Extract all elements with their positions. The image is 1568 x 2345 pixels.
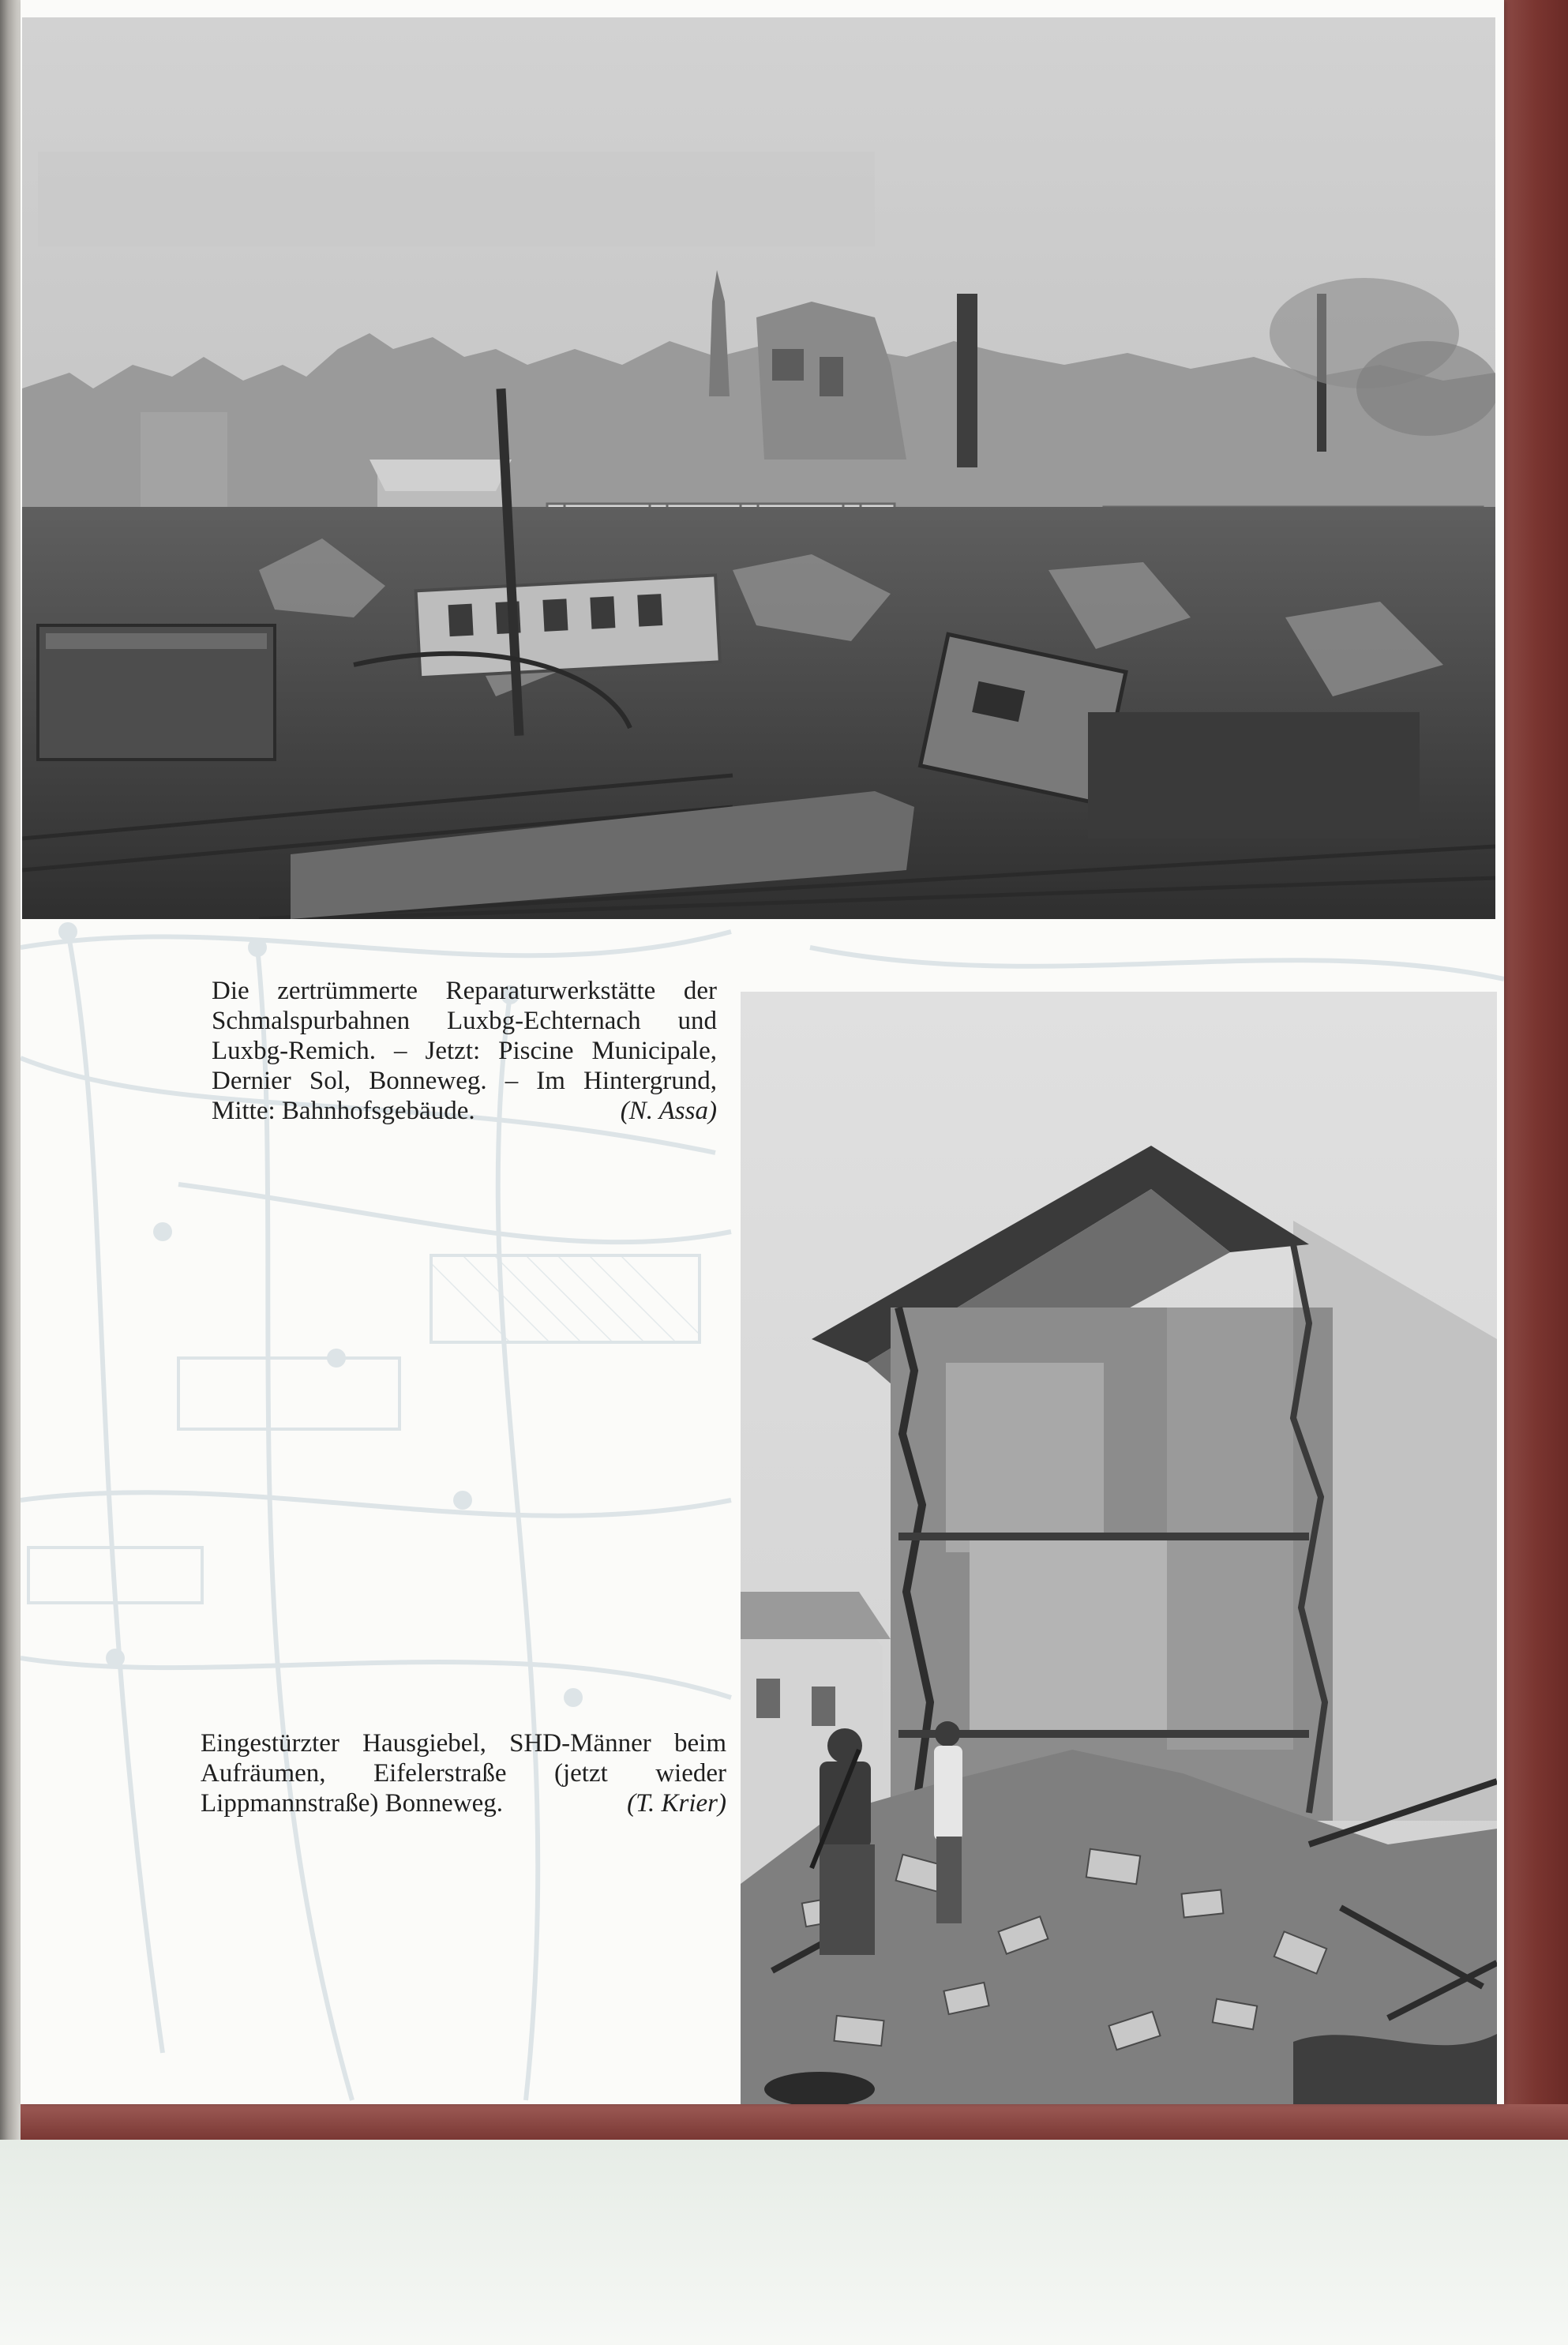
caption-gable-text: Eingestürzter Hausgiebel, SHD-Männer beim Aufräumen, Eifelerstraße (jetzt wieder Lippmannstraße) Bonneweg. <box>201 1729 726 1818</box>
top-photo-destroyed-workshop <box>22 17 1495 919</box>
book-cover-edge <box>1504 0 1568 2140</box>
book-page-edges <box>0 0 21 2148</box>
scanner-surface <box>0 2140 1568 2345</box>
book-cover-bottom-edge <box>21 2104 1568 2140</box>
caption-workshop-credit: (N. Assa) <box>620 1097 717 1125</box>
caption-workshop <box>212 976 717 1126</box>
caption-workshop-text: Die zertrümmerte Reparaturwerkstätte der Schmalspurbahnen Luxbg-Echternach und Luxbg-Remich. – Jetzt: Piscine Municipale, Dernier Sol, Bonneweg. – Im Hintergrund, Mitte: Bahnhofsgebäude. <box>212 977 717 1125</box>
caption-gable-credit: (T. Krier) <box>627 1789 726 1818</box>
workshop-ruins-illustration <box>22 17 1495 919</box>
caption-gable <box>201 1728 726 1818</box>
collapsed-gable-illustration <box>741 992 1497 2104</box>
book-page <box>21 0 1504 2104</box>
bottom-photo-collapsed-gable <box>741 992 1497 2104</box>
